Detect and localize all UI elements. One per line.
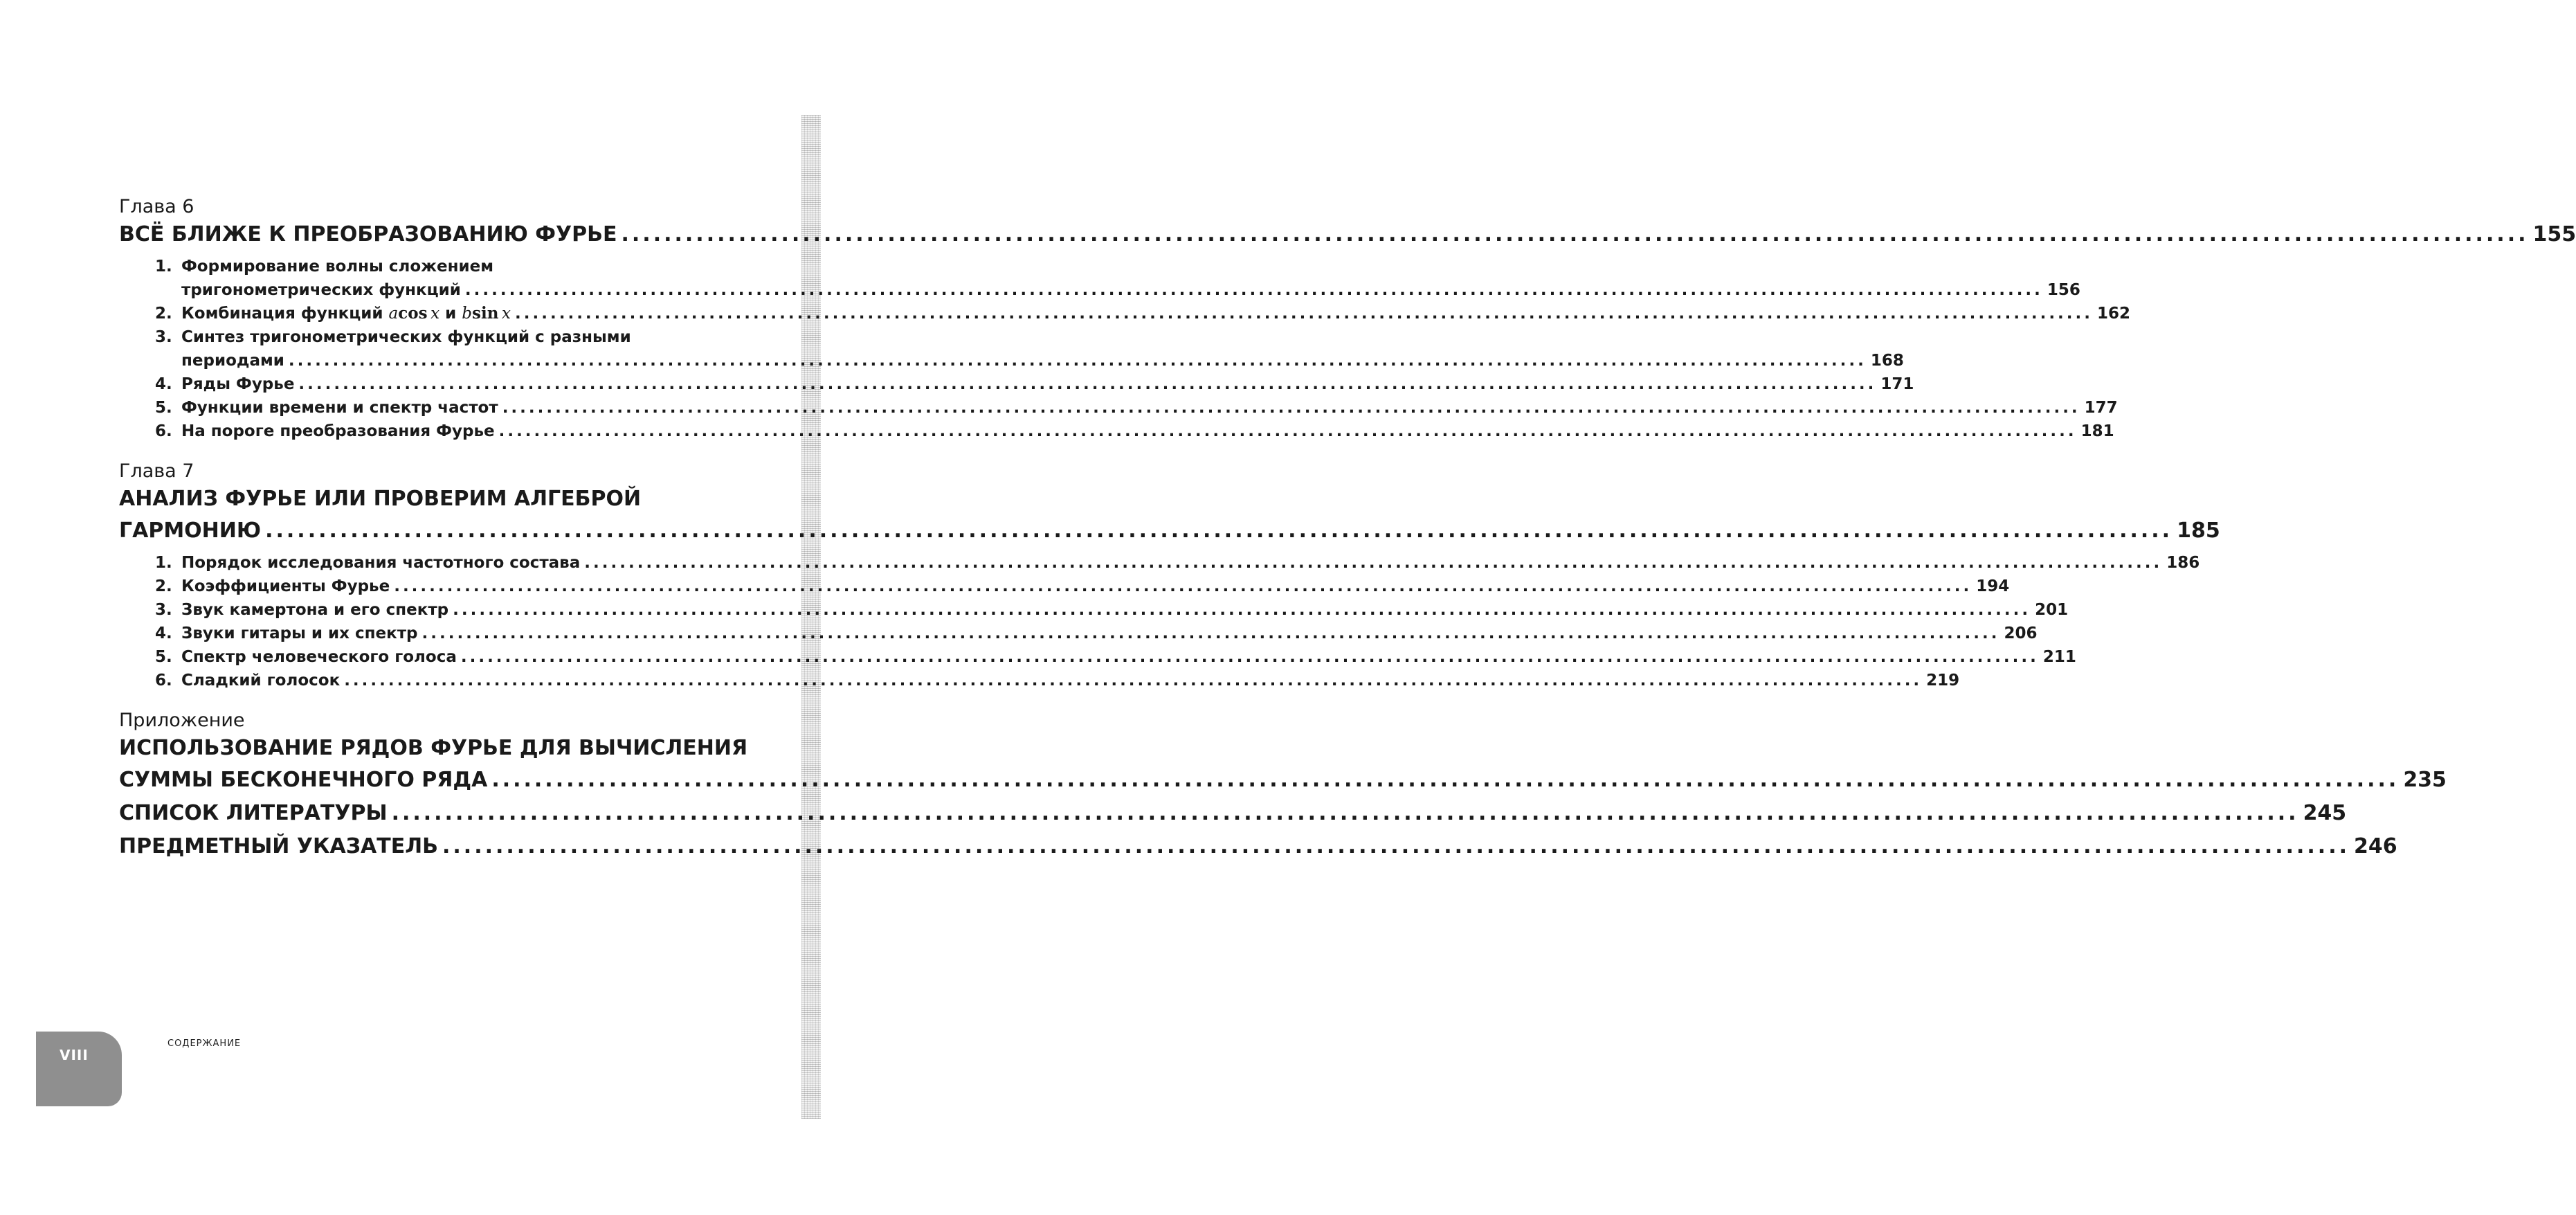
bibliography-title: СПИСОК ЛИТЕРАТУРЫ xyxy=(119,801,388,825)
toc-entry-7-1[interactable] xyxy=(155,551,2200,575)
section-title: Звук камертона и его спектр xyxy=(181,601,449,619)
section-title: Комбинация функций xyxy=(181,305,383,323)
section-number: 2. xyxy=(155,305,172,323)
section-title-line2: периодами xyxy=(181,352,284,370)
chapter-7-title-line2: ГАРМОНИЮ xyxy=(119,519,262,543)
section-number: 6. xyxy=(155,422,172,440)
leader-dots: ................................................................................................................................................................................... xyxy=(298,375,1877,393)
leader-dots: ................................................................................................................................................................................... xyxy=(491,768,2400,792)
appendix xyxy=(119,709,2447,863)
toc-entry-7-4[interactable] xyxy=(155,622,2038,645)
leader-dots: ................................................................................................................................................................................... xyxy=(453,601,2031,619)
leader-dots: ................................................................................................................................................................................... xyxy=(288,352,1867,370)
toc-entry-7-3[interactable] xyxy=(155,598,2069,622)
section-title-joiner: и xyxy=(445,305,457,323)
section-number: 5. xyxy=(155,399,172,417)
chapter-7-label: Глава 7 xyxy=(119,460,194,482)
chapter-6-page: 155 xyxy=(2532,222,2576,246)
math-a-cos-x: acos x xyxy=(388,304,440,323)
leader-dots: ................................................................................................................................................................................... xyxy=(621,222,2529,246)
section-page: 219 xyxy=(1926,672,1960,690)
leader-dots: ................................................................................................................................................................................... xyxy=(265,519,2173,543)
appendix-title-line1[interactable]: ИСПОЛЬЗОВАНИЕ РЯДОВ ФУРЬЕ ДЛЯ ВЫЧИСЛЕНИЯ xyxy=(119,736,748,760)
section-page: 162 xyxy=(2097,305,2131,323)
toc-entry-6-4[interactable] xyxy=(155,372,1914,396)
appendix-label: Приложение xyxy=(119,710,245,731)
toc-entry-6-3[interactable] xyxy=(155,325,1904,372)
section-page: 181 xyxy=(2080,422,2114,440)
chapter-7-sections xyxy=(155,551,2200,692)
section-page: 156 xyxy=(2047,281,2080,299)
section-title: Коэффициенты Фурье xyxy=(181,577,390,595)
appendix-title-line2: СУММЫ БЕСКОНЕЧНОГО РЯДА xyxy=(119,768,488,792)
section-number: 5. xyxy=(155,648,172,666)
section-page: 206 xyxy=(2004,624,2038,642)
leader-dots: ................................................................................................................................................................................... xyxy=(394,577,1972,595)
section-number: 1. xyxy=(155,554,172,572)
section-title-line1: Формирование волны сложением xyxy=(181,258,494,276)
chapter-7 xyxy=(119,460,2220,692)
section-page: 194 xyxy=(1976,577,2010,595)
leader-dots: ................................................................................................................................................................................... xyxy=(391,801,2299,825)
bibliography-page: 245 xyxy=(2303,801,2347,825)
appendix-page: 235 xyxy=(2403,768,2447,792)
section-page: 177 xyxy=(2084,399,2118,417)
section-page: 201 xyxy=(2035,601,2069,619)
toc-entry-7-5[interactable] xyxy=(155,645,2076,669)
page-number-tab xyxy=(36,1032,122,1106)
toc-entry-6-6[interactable] xyxy=(155,420,2114,443)
table-of-contents xyxy=(119,195,2576,879)
section-title: Звуки гитары и их спектр xyxy=(181,624,418,642)
toc-entry-7-2[interactable] xyxy=(155,575,2010,598)
section-title: Спектр человеческого голоса xyxy=(181,648,457,666)
leader-dots: ................................................................................................................................................................................... xyxy=(515,305,2094,323)
chapter-6-sections xyxy=(155,255,2131,443)
toc-entry-6-1[interactable] xyxy=(155,255,2080,302)
index-title: ПРЕДМЕТНЫЙ УКАЗАТЕЛЬ xyxy=(119,834,439,858)
leader-dots: ................................................................................................................................................................................... xyxy=(442,834,2350,858)
section-number: 6. xyxy=(155,672,172,690)
leader-dots: ................................................................................................................................................................................... xyxy=(460,648,2039,666)
appendix-title-entry[interactable] xyxy=(119,764,2447,796)
chapter-6-label: Глава 6 xyxy=(119,196,194,217)
section-number: 4. xyxy=(155,624,172,642)
section-page: 168 xyxy=(1870,352,1904,370)
chapter-6-title: ВСЁ БЛИЖЕ К ПРЕОБРАЗОВАНИЮ ФУРЬЕ xyxy=(119,222,617,246)
chapter-7-title-entry[interactable] xyxy=(119,515,2220,547)
section-number: 3. xyxy=(155,601,172,619)
section-page: 171 xyxy=(1880,375,1914,393)
toc-entry-6-5[interactable] xyxy=(155,396,2118,420)
chapter-7-page: 185 xyxy=(2177,519,2220,543)
chapter-6 xyxy=(119,195,2576,443)
bibliography-entry[interactable] xyxy=(119,798,2347,829)
section-number: 4. xyxy=(155,375,172,393)
section-number: 1. xyxy=(155,258,172,276)
leader-dots: ................................................................................................................................................................................... xyxy=(498,422,2077,440)
page-number: VIII xyxy=(60,1047,89,1063)
toc-entry-7-6[interactable] xyxy=(155,669,1960,692)
section-title: Сладкий голосок xyxy=(181,672,341,690)
section-title: Ряды Фурье xyxy=(181,375,295,393)
index-page: 246 xyxy=(2354,834,2397,858)
chapter-7-title-line1[interactable]: АНАЛИЗ ФУРЬЕ ИЛИ ПРОВЕРИМ АЛГЕБРОЙ xyxy=(119,487,642,511)
leader-dots: ................................................................................................................................................................................... xyxy=(584,554,2163,572)
section-title: На пороге преобразования Фурье xyxy=(181,422,495,440)
section-number: 3. xyxy=(155,328,172,346)
section-title: Функции времени и спектр частот xyxy=(181,399,498,417)
index-entry[interactable] xyxy=(119,831,2397,863)
math-b-sin-x: bsin x xyxy=(462,304,511,323)
leader-dots: ................................................................................................................................................................................... xyxy=(502,399,2080,417)
leader-dots: ................................................................................................................................................................................... xyxy=(344,672,1923,690)
section-page: 211 xyxy=(2042,648,2076,666)
section-number: 2. xyxy=(155,577,172,595)
chapter-6-title-entry[interactable] xyxy=(119,219,2576,251)
leader-dots: ................................................................................................................................................................................... xyxy=(421,624,2000,642)
section-title-line2: тригонометрических функций xyxy=(181,281,461,299)
leader-dots: ................................................................................................................................................................................... xyxy=(464,281,2043,299)
section-title: Порядок исследования частотного состава xyxy=(181,554,581,572)
toc-entry-6-2[interactable] xyxy=(155,302,2131,325)
running-head: СОДЕРЖАНИЕ xyxy=(167,1038,242,1049)
section-page: 186 xyxy=(2166,554,2200,572)
section-title-line1: Синтез тригонометрических функций с разными xyxy=(181,328,631,346)
